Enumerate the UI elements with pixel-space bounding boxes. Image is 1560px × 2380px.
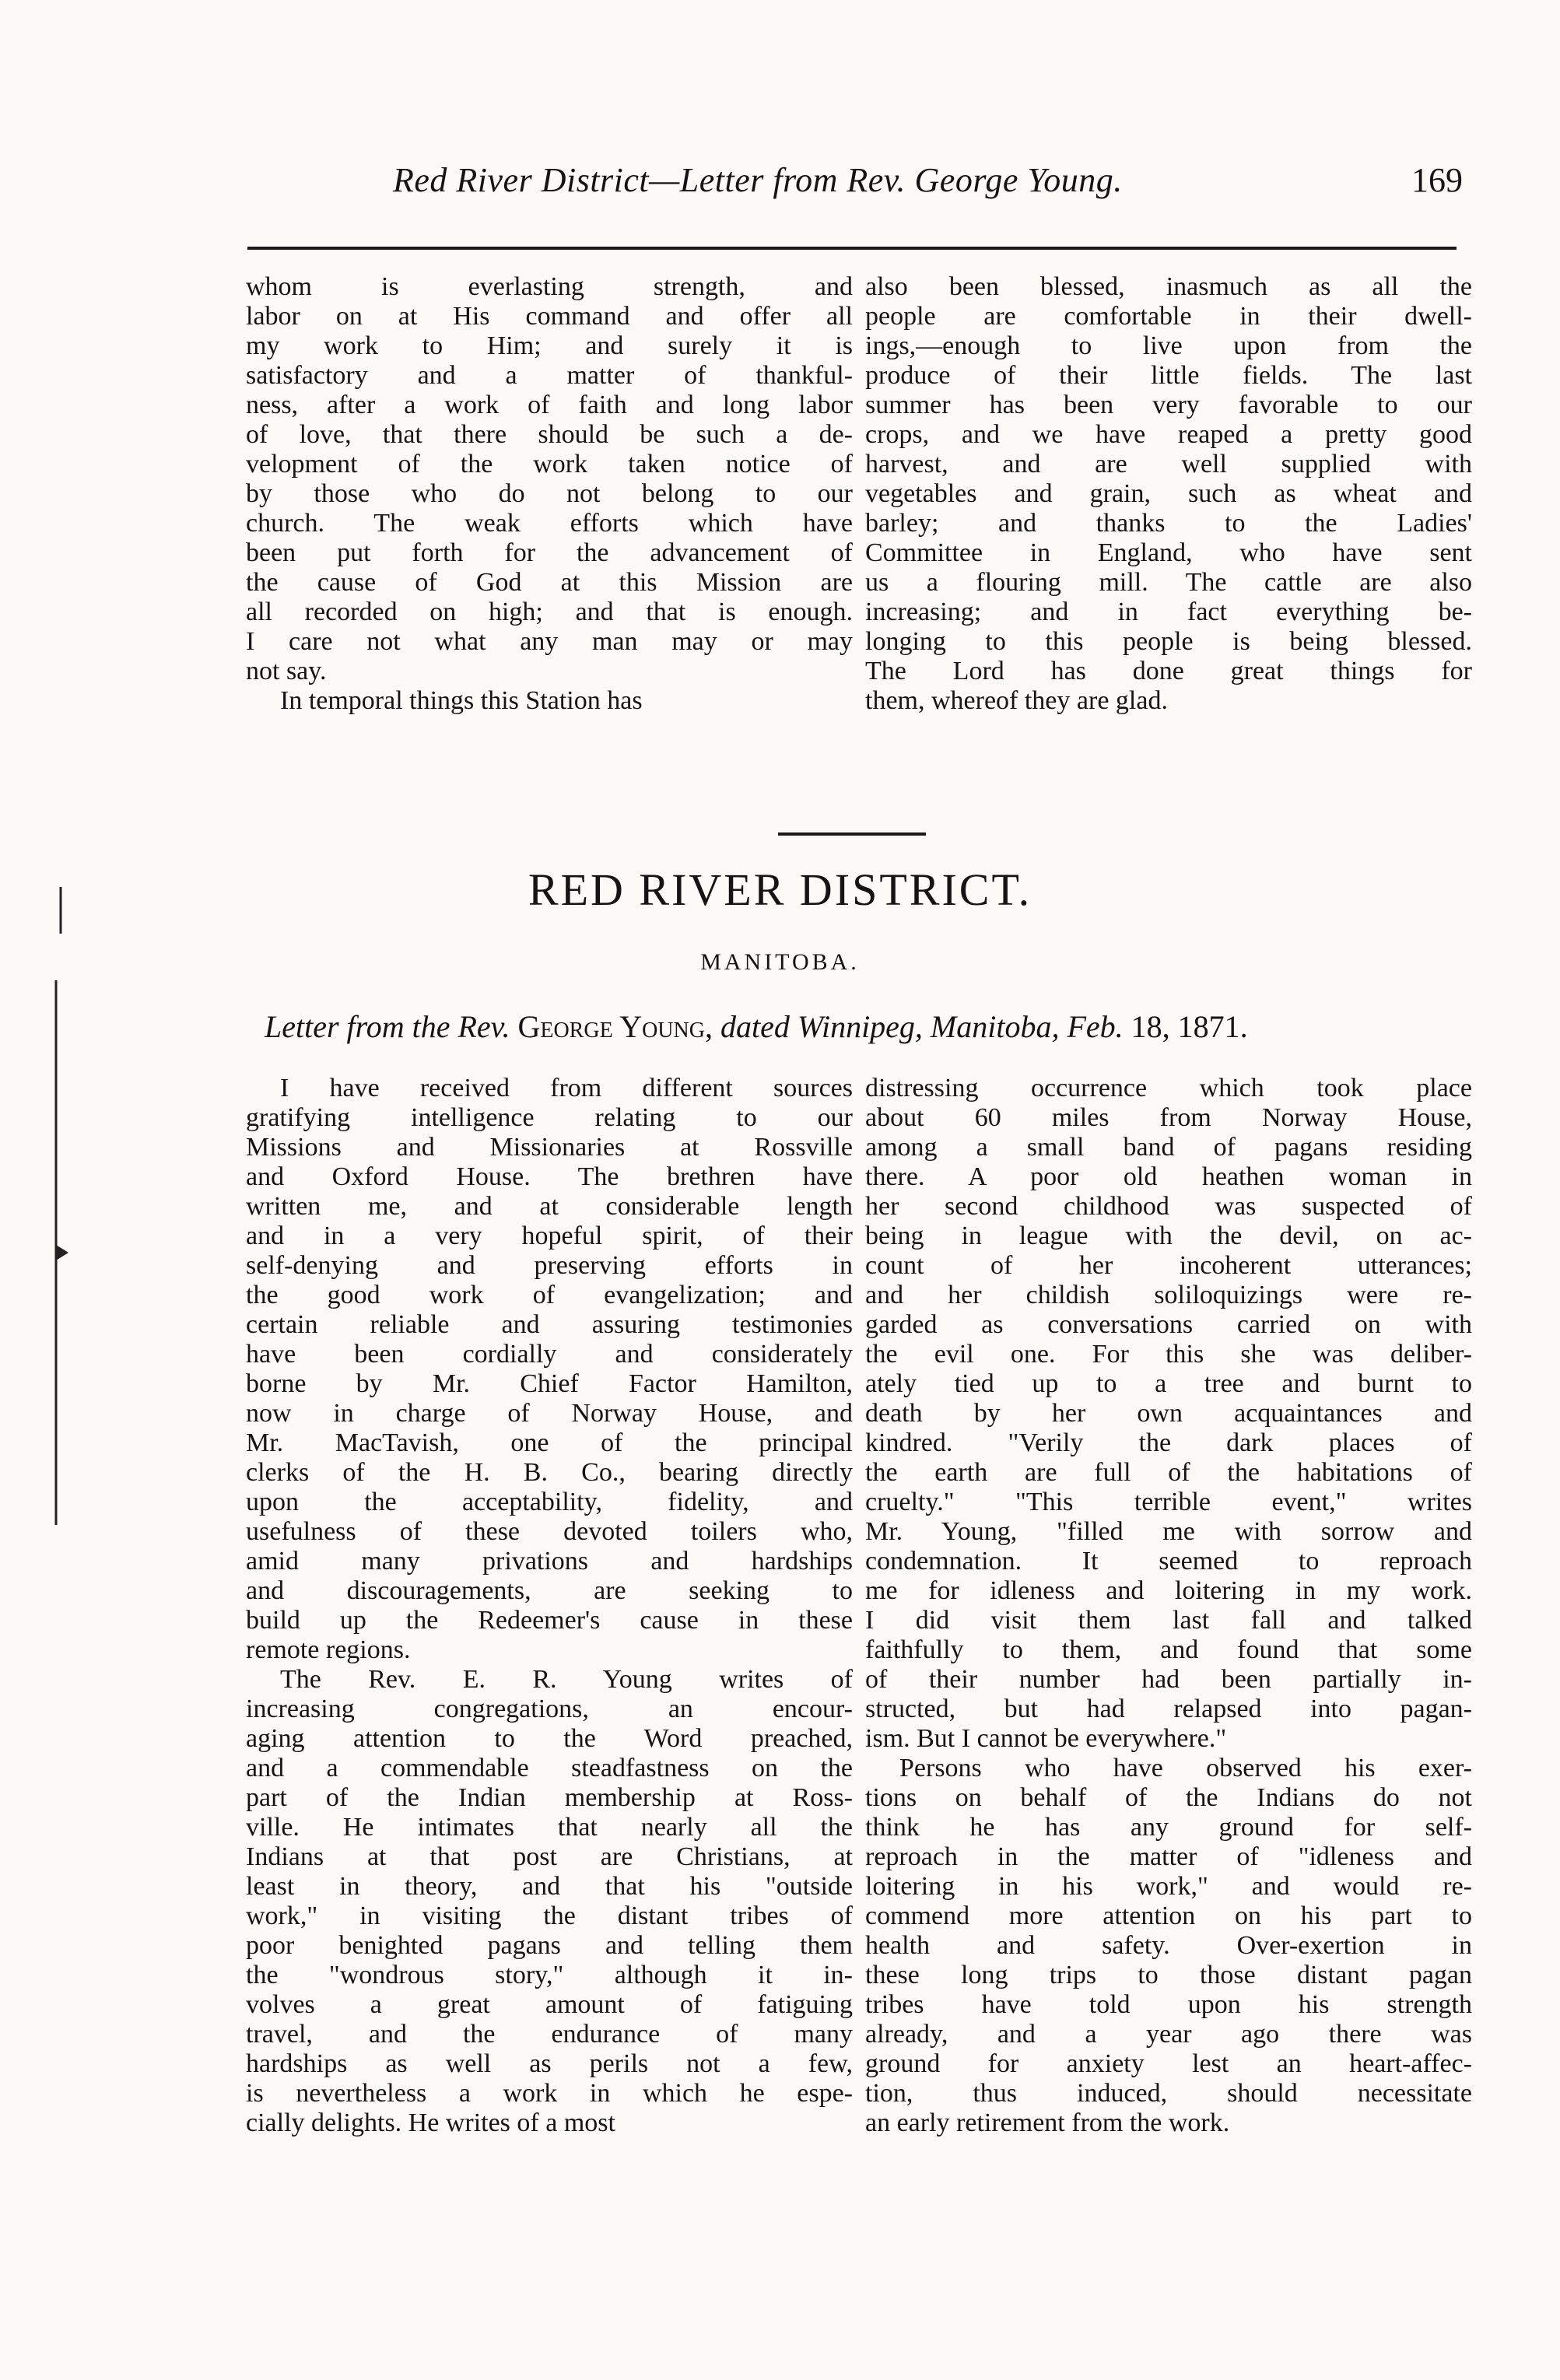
text-line: harvest, and are well supplied with: [865, 450, 1472, 478]
text-line: the cause of God at this Mission are: [246, 568, 853, 597]
bottom-right-column: [865, 1074, 1472, 2138]
section-title: RED RIVER DISTRICT.: [528, 864, 1032, 915]
text-line: an early retirement from the work.: [865, 2108, 1230, 2137]
text-line: me for idleness and loitering in my work.: [865, 1576, 1472, 1605]
text-line: labor on at His command and offer all: [246, 302, 853, 331]
text-line: among a small band of pagans residing: [865, 1133, 1472, 1162]
text-line: these long trips to those distant pagan: [865, 1961, 1472, 1989]
byline-date: 18, 1871.: [1131, 1009, 1248, 1044]
text-line: and her childish soliloquizings were re-: [865, 1281, 1472, 1309]
text-line: of their number had been partially in-: [865, 1665, 1472, 1694]
text-line: usefulness of these devoted toilers who,: [246, 1517, 853, 1546]
byline-name: George Young,: [517, 1009, 713, 1044]
text-line: distressing occurrence which took place: [865, 1074, 1472, 1102]
text-line: cruelty." "This terrible event," writes: [865, 1488, 1472, 1516]
text-line: is nevertheless a work in which he espe-: [246, 2079, 853, 2108]
top-right-column: [865, 272, 1472, 716]
text-line: upon the acceptability, fidelity, and: [246, 1488, 853, 1516]
text-line: and in a very hopeful spirit, of their: [246, 1222, 853, 1250]
text-line: now in charge of Norway House, and: [246, 1399, 853, 1428]
text-line: build up the Redeemer's cause in these: [246, 1606, 853, 1635]
header-rule: [247, 247, 1457, 250]
text-line: work," in visiting the distant tribes of: [246, 1902, 853, 1930]
text-line: increasing; and in fact everything be-: [865, 598, 1472, 626]
text-line: The Lord has done great things for: [865, 657, 1472, 685]
text-line: health and safety. Over-exertion in: [865, 1931, 1472, 1960]
section-subtitle: MANITOBA.: [700, 949, 860, 975]
text-line: already, and a year ago there was: [865, 2020, 1472, 2049]
text-line: structed, but had relapsed into pagan-: [865, 1695, 1472, 1723]
text-line: people are comfortable in their dwell-: [865, 302, 1472, 331]
section-rule: [778, 832, 926, 836]
text-line: barley; and thanks to the Ladies': [865, 509, 1472, 538]
text-line: Mr. Young, "filled me with sorrow and: [865, 1517, 1472, 1546]
text-line: Missions and Missionaries at Rossville: [246, 1133, 853, 1162]
text-line: amid many privations and hardships: [246, 1547, 853, 1576]
text-line: I did visit them last fall and talked: [865, 1606, 1472, 1635]
text-line: travel, and the endurance of many: [246, 2020, 853, 2049]
text-line: part of the Indian membership at Ross-: [246, 1783, 853, 1812]
text-line: volves a great amount of fatiguing: [246, 1990, 853, 2019]
text-line: produce of their little fields. The last: [865, 361, 1472, 390]
text-line: certain reliable and assuring testimonies: [246, 1310, 853, 1339]
running-head: [249, 152, 1463, 215]
text-line: loitering in his work," and would re-: [865, 1872, 1472, 1901]
text-line: In temporal things this Station has: [280, 686, 643, 715]
text-line: written me, and at considerable length: [246, 1192, 853, 1221]
text-line: church. The weak efforts which have: [246, 509, 853, 538]
text-line: condemnation. It seemed to reproach: [865, 1547, 1472, 1576]
text-line: gratifying intelligence relating to our: [246, 1103, 853, 1132]
text-line: commend more attention on his part to: [865, 1902, 1472, 1930]
text-line: crops, and we have reaped a pretty good: [865, 420, 1472, 449]
text-line: satisfactory and a matter of thankful-: [246, 361, 853, 390]
text-line: her second childhood was suspected of: [865, 1192, 1472, 1221]
text-line: whom is everlasting strength, and: [246, 272, 853, 301]
byline-prefix: Letter from the Rev.: [265, 1009, 510, 1044]
text-line: I care not what any man may or may: [246, 627, 853, 656]
text-line: self-denying and preserving efforts in: [246, 1251, 853, 1280]
text-line: and Oxford House. The brethren have: [246, 1162, 853, 1191]
text-line: increasing congregations, an encour-: [246, 1695, 853, 1723]
text-line: cially delights. He writes of a most: [246, 2108, 615, 2137]
text-line: think he has any ground for self-: [865, 1813, 1472, 1842]
text-line: hardships as well as perils not a few,: [246, 2049, 853, 2078]
text-line: ville. He intimates that nearly all the: [246, 1813, 853, 1842]
text-line: been put forth for the advancement of: [246, 538, 853, 567]
text-line: the evil one. For this she was deliber-: [865, 1340, 1472, 1369]
text-line: ately tied up to a tree and burnt to: [865, 1369, 1472, 1398]
text-line: ness, after a work of faith and long labor: [246, 391, 853, 419]
text-line: summer has been very favorable to our: [865, 391, 1472, 419]
text-line: longing to this people is being blessed.: [865, 627, 1472, 656]
text-line: have been cordially and considerately: [246, 1340, 853, 1369]
text-line: death by her own acquaintances and: [865, 1399, 1472, 1428]
text-line: poor benighted pagans and telling them: [246, 1931, 853, 1960]
text-line: ings,—enough to live upon from the: [865, 331, 1472, 360]
text-line: Mr. MacTavish, one of the principal: [246, 1428, 853, 1457]
running-title: Red River District—Letter from Rev. George Young.: [393, 161, 1123, 199]
text-line: remote regions.: [246, 1635, 411, 1664]
text-line: ism. But I cannot be everywhere.": [865, 1724, 1227, 1753]
text-line: about 60 miles from Norway House,: [865, 1103, 1472, 1132]
text-line: my work to Him; and surely it is: [246, 331, 853, 360]
text-line: velopment of the work taken notice of: [246, 450, 853, 478]
text-line: Persons who have observed his exer-: [899, 1754, 1472, 1782]
text-line: tribes have told upon his strength: [865, 1990, 1472, 2019]
text-line: tion, thus induced, should necessitate: [865, 2079, 1472, 2108]
text-line: them, whereof they are glad.: [865, 686, 1168, 715]
text-line: all recorded on high; and that is enough.: [246, 598, 853, 626]
letter-byline: [265, 1008, 1463, 1045]
text-line: I have received from different sources: [280, 1074, 853, 1102]
text-line: Committee in England, who have sent: [865, 538, 1472, 567]
text-line: not say.: [246, 657, 327, 685]
text-line: count of her incoherent utterances;: [865, 1251, 1472, 1280]
text-line: being in league with the devil, on ac-: [865, 1222, 1472, 1250]
text-line: tions on behalf of the Indians do not: [865, 1783, 1472, 1812]
text-line: there. A poor old heathen woman in: [865, 1162, 1472, 1191]
text-line: faithfully to them, and found that some: [865, 1635, 1472, 1664]
text-line: us a flouring mill. The cattle are also: [865, 568, 1472, 597]
text-line: by those who do not belong to our: [246, 479, 853, 508]
text-line: vegetables and grain, such as wheat and: [865, 479, 1472, 508]
bottom-left-column: [246, 1074, 853, 2138]
margin-bracket-mark: [45, 887, 73, 1525]
text-line: and a commendable steadfastness on the: [246, 1754, 853, 1782]
top-left-column: [246, 272, 853, 716]
text-line: kindred. "Verily the dark places of: [865, 1428, 1472, 1457]
text-line: the earth are full of the habitations of: [865, 1458, 1472, 1487]
text-line: reproach in the matter of "idleness and: [865, 1842, 1472, 1871]
text-line: clerks of the H. B. Co., bearing directly: [246, 1458, 853, 1487]
byline-dated: dated Winnipeg, Manitoba, Feb.: [720, 1009, 1124, 1044]
text-line: and discouragements, are seeking to: [246, 1576, 853, 1605]
text-line: the "wondrous story," although it in-: [246, 1961, 853, 1989]
text-line: Indians at that post are Christians, at: [246, 1842, 853, 1871]
text-line: borne by Mr. Chief Factor Hamilton,: [246, 1369, 853, 1398]
text-line: ground for anxiety lest an heart-affec-: [865, 2049, 1472, 2078]
text-line: aging attention to the Word preached,: [246, 1724, 853, 1753]
text-line: also been blessed, inasmuch as all the: [865, 272, 1472, 301]
text-line: garded as conversations carried on with: [865, 1310, 1472, 1339]
page-number: 169: [1411, 161, 1463, 199]
text-line: The Rev. E. R. Young writes of: [280, 1665, 853, 1694]
text-line: the good work of evangelization; and: [246, 1281, 853, 1309]
text-line: of love, that there should be such a de-: [246, 420, 853, 449]
text-line: least in theory, and that his "outside: [246, 1872, 853, 1901]
